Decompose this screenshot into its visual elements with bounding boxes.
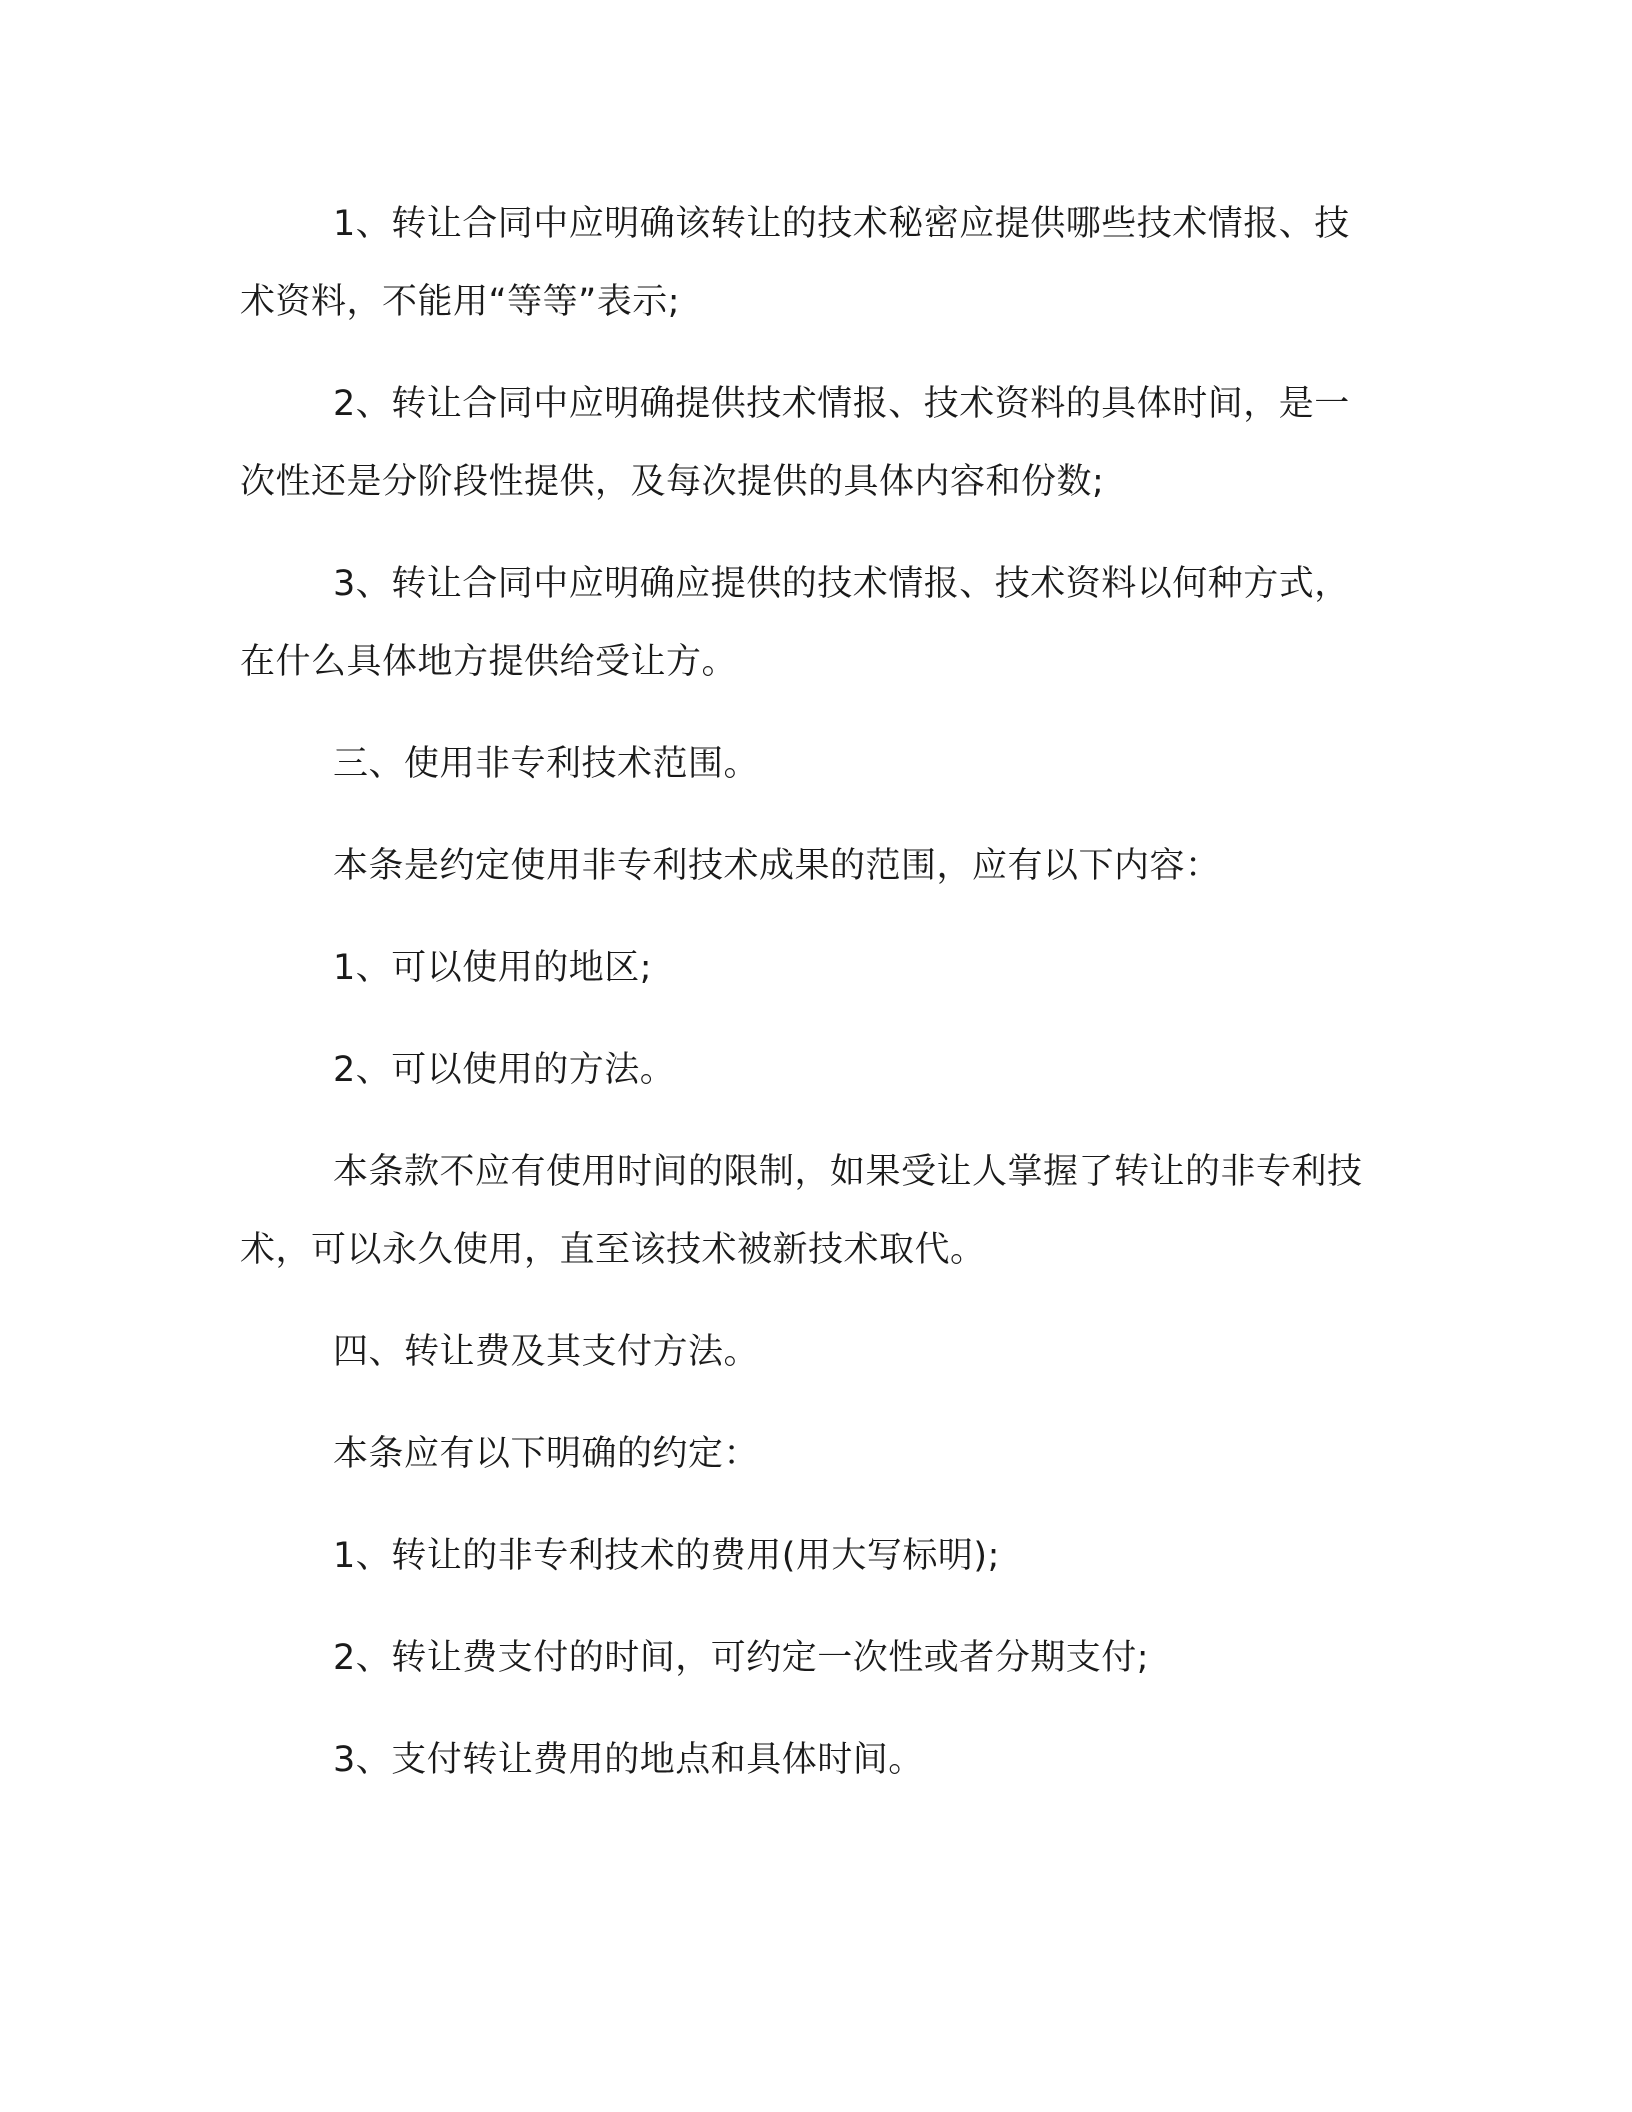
paragraph-fee-amount: 1、转让的非专利技术的费用(用大写标明); — [333, 1536, 1000, 1576]
paragraph-item-3-method-place: 3、转让合同中应明确应提供的技术情报、技术资料以何种方式，在什么具体地方提供给受让方。 — [240, 564, 1350, 682]
paragraph-item-1-requirements: 1、转让合同中应明确该转让的技术秘密应提供哪些技术情报、技术资料，不能用“等等”表示; — [240, 204, 1350, 322]
paragraph-scope-region: 1、可以使用的地区; — [333, 948, 653, 988]
section-heading-3: 三、使用非专利技术范围。 — [333, 744, 760, 784]
document-body — [240, 185, 1385, 1823]
paragraph-scope-duration: 本条款不应有使用时间的限制，如果受让人掌握了转让的非专利技术，可以永久使用，直至该技术被新技术取代。 — [240, 1152, 1363, 1270]
paragraph-fee-intro: 本条应有以下明确的约定： — [333, 1434, 760, 1474]
paragraph-scope-method: 2、可以使用的方法。 — [333, 1050, 676, 1090]
paragraph-fee-place: 3、支付转让费用的地点和具体时间。 — [333, 1740, 924, 1780]
section-heading-4: 四、转让费及其支付方法。 — [333, 1332, 760, 1372]
paragraph-fee-time: 2、转让费支付的时间，可约定一次性或者分期支付; — [333, 1638, 1150, 1678]
paragraph-item-2-timing: 2、转让合同中应明确提供技术情报、技术资料的具体时间，是一次性还是分阶段性提供，及每次提供的具体内容和份数; — [240, 384, 1350, 502]
paragraph-scope-intro: 本条是约定使用非专利技术成果的范围，应有以下内容： — [333, 846, 1221, 886]
